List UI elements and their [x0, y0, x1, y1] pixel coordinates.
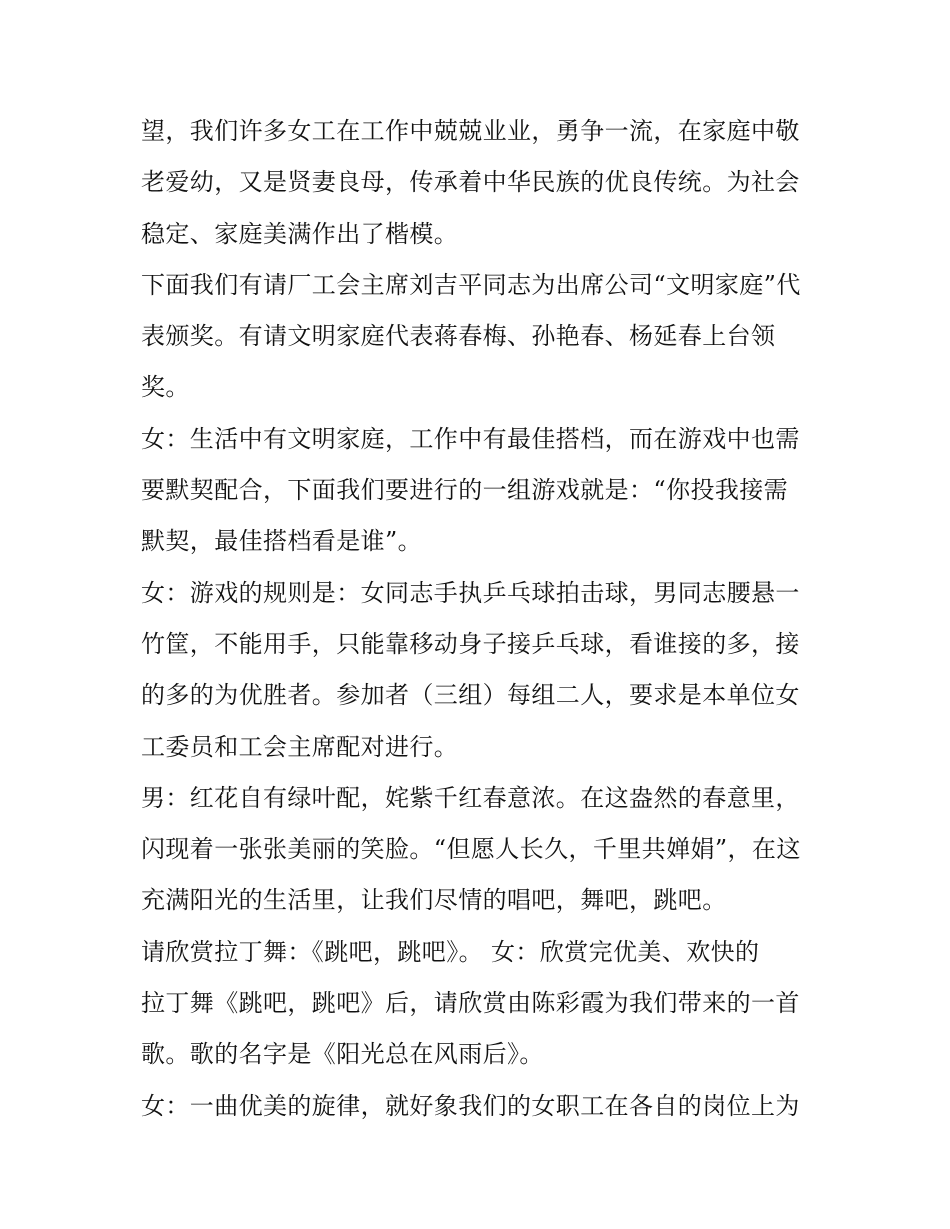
document-body: [141, 106, 821, 1132]
text-line: 充满阳光的生活里，让我们尽情的唱吧，舞吧，跳吧。: [141, 886, 727, 915]
text-line: 下面我们有请厂工会主席刘吉平同志为出席公司“文明家庭”代: [141, 270, 801, 299]
text-line: 要默契配合，下面我们要进行的一组游戏就是：“你投我接需: [141, 476, 789, 505]
text-line: 老爱幼，又是贤妻良母，传承着中华民族的优良传统。为社会: [141, 168, 800, 197]
text-line: 表颁奖。有请文明家庭代表蒋春梅、孙艳春、杨延春上台领: [141, 322, 776, 351]
text-line: 拉丁舞《跳吧，跳吧》后，请欣赏由陈彩霞为我们带来的一首: [141, 989, 800, 1018]
text-line: 默契，最佳搭档看是谁”。: [141, 527, 423, 556]
text-line: 竹筐，不能用手，只能靠移动身子接乒乓球，看谁接的多，接: [141, 629, 800, 658]
text-line: 女：一曲优美的旋律，就好象我们的女职工在各自的岗位上为: [141, 1091, 800, 1120]
text-line: 女：生活中有文明家庭，工作中有最佳搭档，而在游戏中也需: [141, 424, 800, 453]
text-line: 稳定、家庭美满作出了楷模。: [141, 219, 459, 248]
text-line: 奖。: [141, 373, 190, 402]
text-line: 望，我们许多女工在工作中兢兢业业，勇争一流，在家庭中敬: [141, 117, 800, 145]
text-line: 的多的为优胜者。参加者（三组）每组二人，要求是本单位女: [141, 681, 800, 710]
text-line: 男：红花自有绿叶配，姹紫千红春意浓。在这盎然的春意里，: [141, 783, 800, 812]
text-line: 请欣赏拉丁舞：《跳吧，跳吧》。 女：欣赏完优美、欢快的: [141, 937, 760, 966]
text-line: 工委员和工会主席配对进行。: [141, 732, 459, 761]
text-line: 歌。歌的名字是《阳光总在风雨后》。: [141, 1040, 544, 1069]
text-line: 闪现着一张张美丽的笑脸。“但愿人长久，千里共婵娟”，在这: [141, 835, 801, 864]
text-line: 女：游戏的规则是：女同志手执乒乓球拍击球，男同志腰悬一: [141, 578, 800, 607]
